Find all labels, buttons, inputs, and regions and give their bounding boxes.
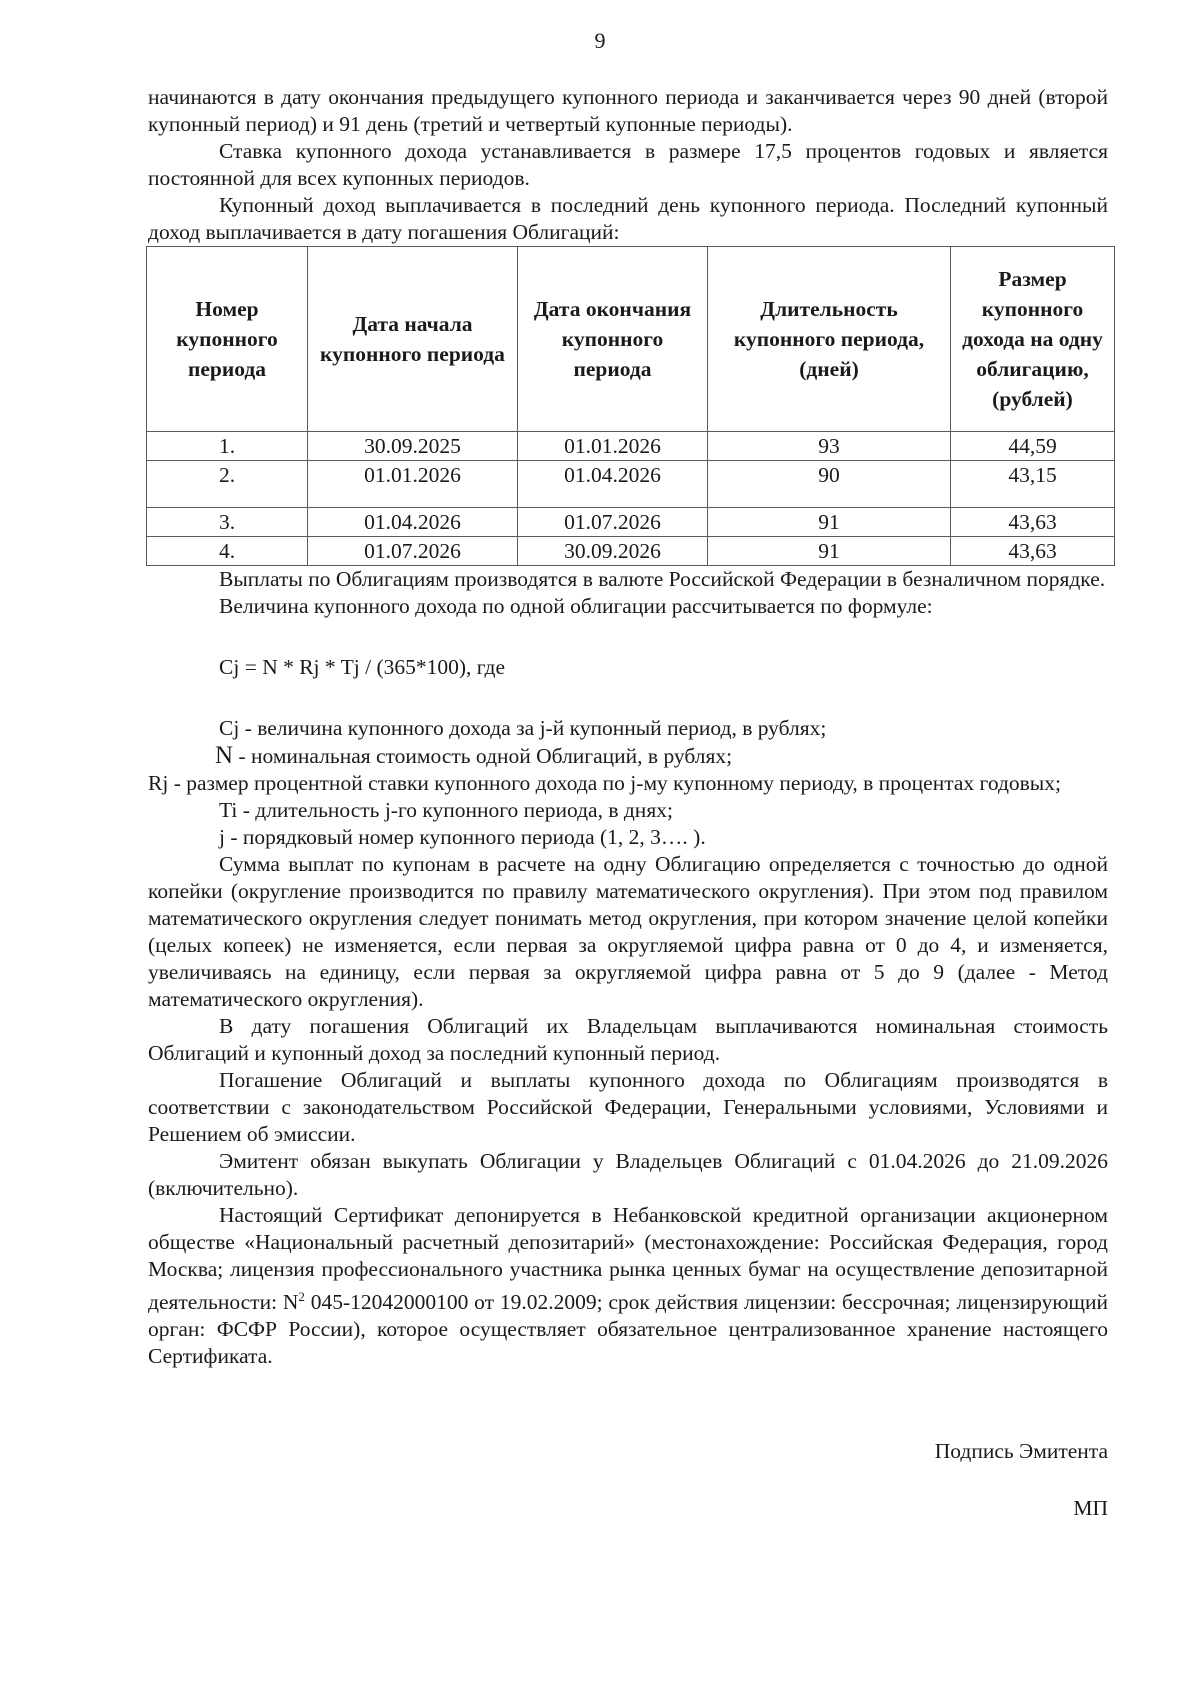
paragraph-formula-intro: Величина купонного дохода по одной облигации рассчитывается по формуле: — [219, 594, 933, 618]
cell-start-date: 01.01.2026 — [308, 461, 518, 508]
cell-start-date: 01.07.2026 — [308, 537, 518, 566]
paragraph-buyback: Эмитент обязан выкупать Облигации у Владельцев Облигаций с 01.04.2026 до 21.09.2026 (включительно). — [148, 1149, 1108, 1200]
definition-n — [215, 742, 1108, 770]
definition-rj: Rj - размер процентной ставки купонного дохода по j-му купонному периоду, в процентах годовых; — [148, 771, 1061, 795]
cell-coupon-amount: 43,63 — [951, 537, 1115, 566]
depository-text-a: Настоящий Сертификат депонируется в Небанковской кредитной организации акционерном обществе «Национальный расчетный депозитарий» (местонахождение: Российская Федерация, город Москва; лицензия профессионального участника рынка ценных бумаг на осуществление депозитарной деятельности: N — [148, 1203, 1108, 1315]
paragraph-payment-currency: Выплаты по Облигациям производятся в валюте Российской Федерации в безналичном порядке. — [219, 567, 1106, 591]
paragraph-rounding: Сумма выплат по купонам в расчете на одну Облигацию определяется с точностью до одной копейки (округление производится по правилу математического округления). При этом под правилом математического округления следует понимать метод округления, при котором значение целой копейки (целых копеек) не изменяется, если первая за округляемой цифра равна от 0 до 4, и изменяется, увеличиваясь на единицу, если первая за округляемой цифра равна от 5 до 9 (далее - Метод математического округления). — [148, 852, 1108, 1011]
cell-start-date: 01.04.2026 — [308, 508, 518, 537]
document-body — [148, 84, 1108, 1522]
paragraph-redemption: В дату погашения Облигаций их Владельцам выплачиваются номинальная стоимость Облигаций и купонный доход за последний купонный период. — [148, 1014, 1108, 1065]
cell-end-date: 01.07.2026 — [518, 508, 708, 537]
definition-cj: Cj - величина купонного дохода за j-й купонный период, в рублях; — [219, 716, 827, 740]
cell-coupon-amount: 44,59 — [951, 432, 1115, 461]
cell-duration: 90 — [708, 461, 951, 508]
cell-end-date: 01.04.2026 — [518, 461, 708, 508]
depository-text-b: 045-12042000100 от 19.02.2009; срок действия лицензии: бессрочная; лицензирующий орган: ФСФР России), которое осуществляет обязательное централизованное хранение настоящего Сертификата. — [148, 1290, 1108, 1369]
cell-period-number: 3. — [147, 508, 308, 537]
definition-n-text: - номинальная стоимость одной Облигаций, в рублях; — [233, 744, 733, 768]
header-coupon-amount: Размер купонного дохода на одну облигацию, (рублей) — [951, 247, 1115, 432]
cell-end-date: 01.01.2026 — [518, 432, 708, 461]
table-row — [147, 461, 1115, 508]
issuer-signature-label: Подпись Эмитента — [934, 1439, 1108, 1464]
cell-coupon-amount: 43,15 — [951, 461, 1115, 508]
cell-start-date: 30.09.2025 — [308, 432, 518, 461]
paragraph-legal-basis: Погашение Облигаций и выплаты купонного дохода по Облигациям производятся в соответствии с законодательством Российской Федерации, Генеральными условиями, Условиями и Решением об эмиссии. — [148, 1068, 1108, 1146]
cell-duration: 93 — [708, 432, 951, 461]
cell-duration: 91 — [708, 537, 951, 566]
cell-period-number: 1. — [147, 432, 308, 461]
cell-coupon-amount: 43,63 — [951, 508, 1115, 537]
cell-duration: 91 — [708, 508, 951, 537]
table-row — [147, 537, 1115, 566]
license-superscript: 2 — [298, 1289, 305, 1304]
header-end-date: Дата окончания купонного периода — [518, 247, 708, 432]
coupon-schedule-table — [146, 246, 1115, 566]
definition-ti: Ti - длительность j-го купонного периода, в днях; — [219, 798, 673, 822]
paragraph-coupon-payment: Купонный доход выплачивается в последний день купонного периода. Последний купонный доход выплачивается в дату погашения Облигаций: — [148, 193, 1108, 244]
page-number: 9 — [594, 28, 606, 53]
stamp-place-label: МП — [1073, 1496, 1108, 1521]
table-row — [147, 508, 1115, 537]
cell-period-number: 2. — [147, 461, 308, 508]
definition-n-letter: N — [215, 742, 234, 769]
paragraph-period-end: начинаются в дату окончания предыдущего купонного периода и заканчивается через 90 дней (второй купонный период) и 91 день (третий и четвертый купонные периоды). — [148, 85, 1108, 136]
definition-j: j - порядковый номер купонного периода (1, 2, 3…. ). — [219, 825, 706, 849]
header-start-date: Дата начала купонного периода — [308, 247, 518, 432]
paragraph-depository — [148, 1202, 1108, 1370]
cell-period-number: 4. — [147, 537, 308, 566]
paragraph-coupon-rate: Ставка купонного дохода устанавливается в размере 17,5 процентов годовых и является постоянной для всех купонных периодов. — [148, 139, 1108, 190]
cell-end-date: 30.09.2026 — [518, 537, 708, 566]
coupon-formula: Cj = N * Rj * Tj / (365*100), где — [219, 655, 506, 679]
header-duration: Длительность купонного периода, (дней) — [708, 247, 951, 432]
header-period-number: Номер купонного периода — [147, 247, 308, 432]
table-row — [147, 432, 1115, 461]
table-header-row — [147, 247, 1115, 432]
